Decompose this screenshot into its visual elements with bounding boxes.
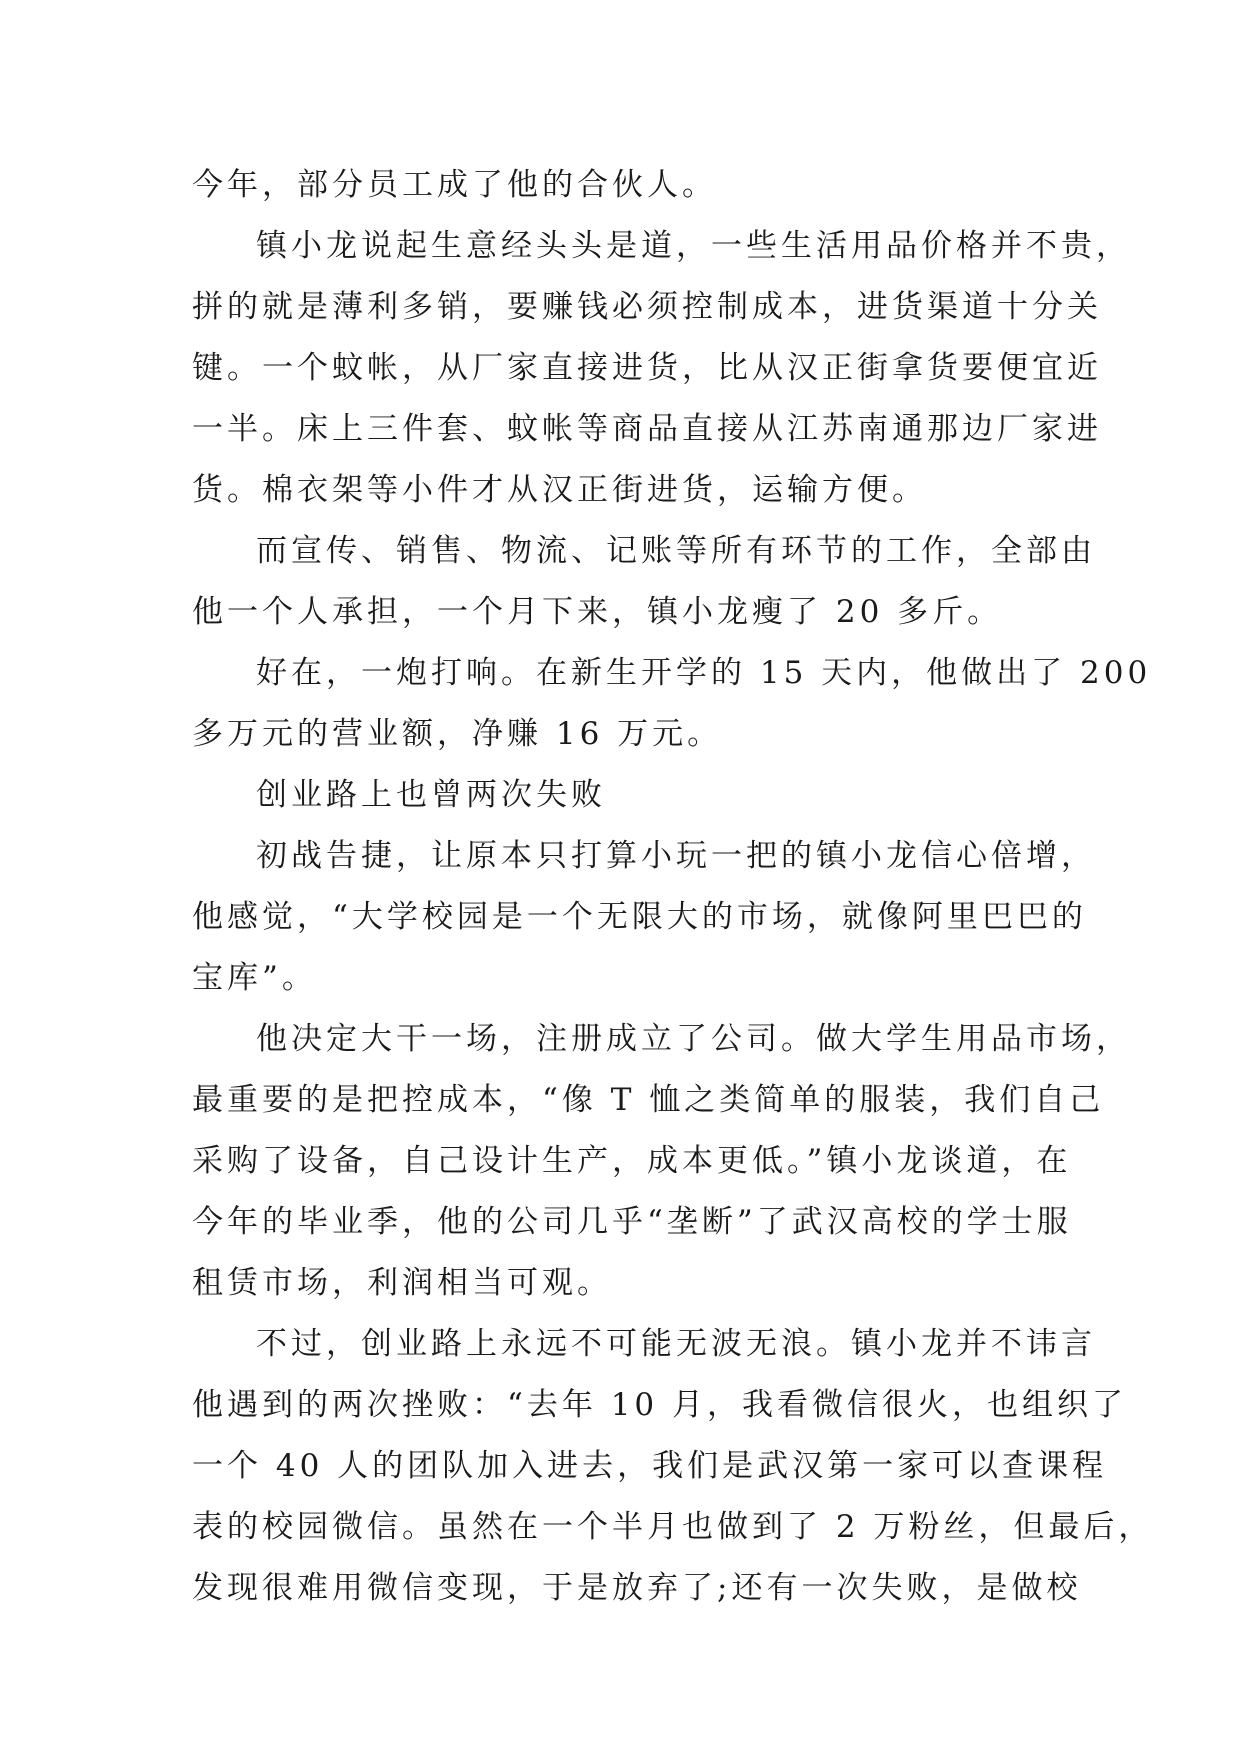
text-line: 最重要的是把控成本，“像 T 恤之类简单的服装，我们自己 [192,1082,1105,1118]
section-heading: 创业路上也曾两次失败 [256,777,606,813]
text-line: 他决定大干一场，注册成立了公司。做大学生用品市场， [256,1021,1131,1057]
text-line: 镇小龙说起生意经头头是道，一些生活用品价格并不贵， [256,228,1131,264]
text-line: 货。棉衣架等小件才从汉正街进货，运输方便。 [192,472,927,508]
text-line: 表的校园微信。虽然在一个半月也做到了 2 万粉丝，但最后， [192,1509,1154,1545]
text-line: 今年的毕业季，他的公司几乎“垄断”了武汉高校的学士服 [192,1204,1072,1240]
text-line: 而宣传、销售、物流、记账等所有环节的工作，全部由 [256,533,1096,569]
text-line: 一半。床上三件套、蚊帐等商品直接从江苏南通那边厂家进 [192,411,1102,447]
text-line: 宝库”。 [192,960,317,996]
text-line: 他一个人承担，一个月下来，镇小龙瘦了 20 多斤。 [192,594,1003,630]
text-line: 多万元的营业额，净赚 16 万元。 [192,716,723,752]
text-line: 键。一个蚊帐，从厂家直接进货，比从汉正街拿货要便宜近 [192,350,1102,386]
text-line: 拼的就是薄利多销，要赚钱必须控制成本，进货渠道十分关 [192,289,1102,325]
text-line: 今年，部分员工成了他的合伙人。 [192,167,717,203]
text-line: 租赁市场，利润相当可观。 [192,1265,612,1301]
text-line: 发现很难用微信变现，于是放弃了;还有一次失败，是做校 [192,1570,1082,1606]
text-line: 他遇到的两次挫败：“去年 10 月，我看微信很火，也组织了 [192,1387,1127,1423]
text-line: 采购了设备，自己设计生产，成本更低。”镇小龙谈道，在 [192,1143,1072,1179]
text-line: 一个 40 人的团队加入进去，我们是武汉第一家可以查课程 [192,1448,1108,1484]
article-body [192,155,1154,1619]
text-line: 好在，一炮打响。在新生开学的 15 天内，他做出了 200 [256,655,1152,691]
text-line: 不过，创业路上永远不可能无波无浪。镇小龙并不讳言 [256,1326,1096,1362]
text-line: 他感觉，“大学校园是一个无限大的市场，就像阿里巴巴的 [192,899,1087,935]
text-line: 初战告捷，让原本只打算小玩一把的镇小龙信心倍增， [256,838,1096,874]
